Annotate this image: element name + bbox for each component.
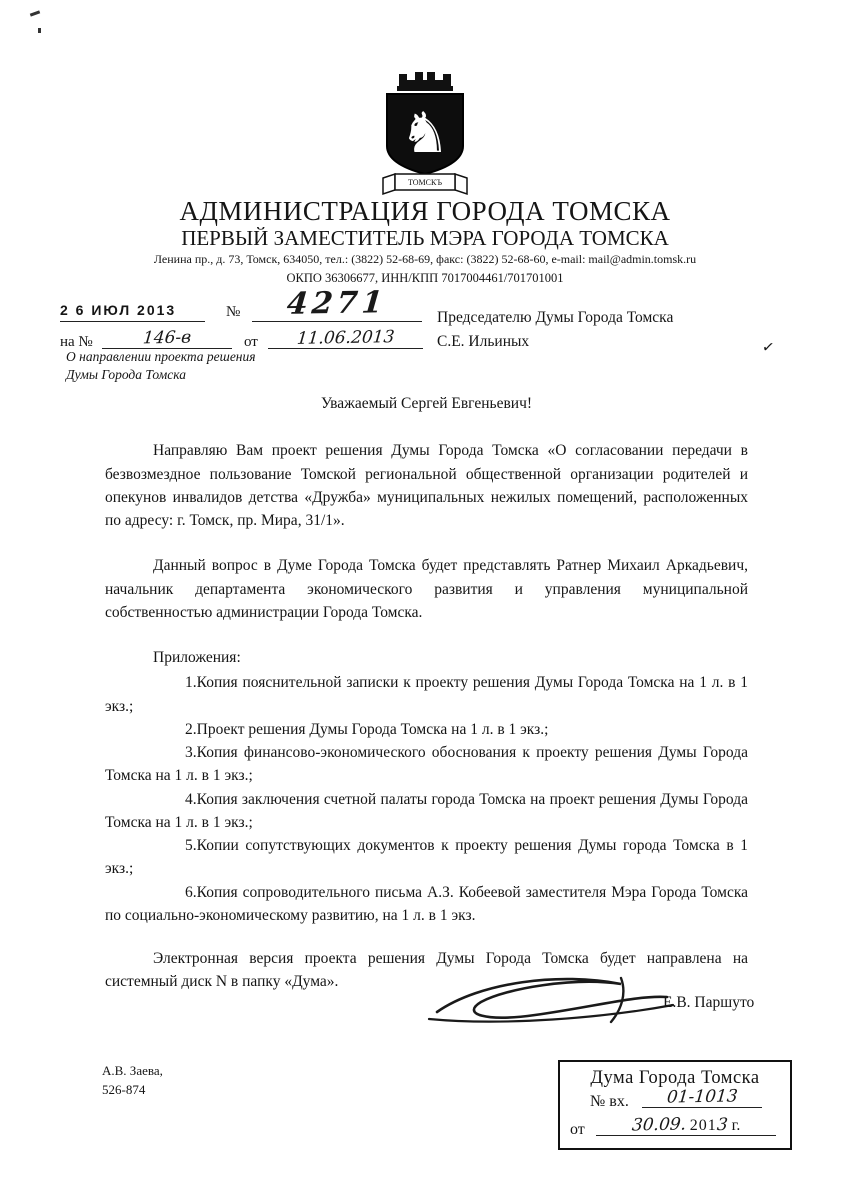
reply-number-field [102, 328, 232, 349]
attachment-item [105, 671, 748, 718]
stamp-date-label: от [570, 1121, 585, 1138]
outgoing-number-field [252, 286, 422, 322]
contact-line: Ленина пр., д. 73, Томск, 634050, тел.: (3822) 52-68-69, факс: (3822) 52-68-60, e-mail: mail@admin.tomsk.ru [153, 252, 697, 266]
svg-text:ТОМСКЪ: ТОМСКЪ [408, 178, 442, 187]
paragraph: Направляю Вам проект решения Думы Города Томска «О согласовании передачи в безвозмездное пользование Томской региональной общественной организации родителей и опекунов инвалидов детства «Дружба» муниципальных нежилых помещений, расположенных по адресу: г. Томск, пр. Мира, 31/1». [105, 442, 748, 529]
stamp-year-suffix: г. [731, 1117, 741, 1134]
attachment-item [105, 881, 748, 928]
attachment-number: 1. [185, 674, 197, 692]
organization-title: АДМИНИСТРАЦИЯ ГОРОДА ТОМСКА [179, 196, 671, 226]
subject-line-2: Думы Города Томска [66, 367, 186, 383]
subject-annotation [66, 348, 366, 384]
registry-codes: ОКПО 36306677, ИНН/КПП 7017004461/701701001 [286, 271, 564, 285]
salutation: Уважаемый Сергей Евгеньевич! [320, 395, 533, 412]
attachment-number: 6. [185, 883, 197, 901]
paragraph: Электронная версия проекта решения Думы Города Томска будет направлена на системный диск N в папку «Дума». [105, 950, 748, 991]
executor-name: А.В. Заева, [102, 1063, 163, 1078]
attachment-text: Копия финансово-экономического обоснования к проекту решения Думы Города Томска на 1 л. в 1 экз.; [105, 744, 748, 785]
stamp-title: Дума Города Томска [590, 1068, 760, 1088]
stamp-incoming-number-handwritten: 01-1013 [665, 1086, 739, 1108]
attachment-number: 5. [185, 837, 197, 854]
scan-artifact [38, 28, 41, 33]
attachment-item [105, 718, 748, 741]
horse-icon: ♞ [399, 101, 451, 166]
attachment-text: Копии сопутствующих документов к проекту решения Думы города Томска в 1 экз.; [105, 837, 748, 878]
attachment-text: Копия сопроводительного письма А.З. Кобеевой заместителя Мэра Города Томска по социально-экономическому развитию, на 1 л. в 1 экз. [105, 883, 748, 924]
attachment-item [105, 834, 748, 881]
attachment-item [105, 741, 748, 788]
letter-body [105, 392, 748, 994]
executor-phone: 526-874 [102, 1081, 146, 1097]
outgoing-number-handwritten: 4271 [285, 285, 389, 322]
attachments-label: Приложения: [153, 649, 241, 666]
recipient-block [437, 306, 767, 354]
paragraph: Данный вопрос в Думе Города Томска будет представлять Ратнер Михаил Аркадьевич, начальник департамента экономического развития и управления муниципальной собственностью администрации Города Томска. [105, 557, 748, 621]
handwritten-signature [425, 968, 675, 1037]
date-stamp: 2 6 ИЮЛ 2013 [60, 302, 205, 322]
reply-date-field [268, 328, 423, 349]
reference-block [60, 285, 425, 354]
stamp-year-printed: 201 [689, 1117, 717, 1134]
stamp-incoming-number-field [642, 1087, 762, 1108]
reply-to-label: на № [60, 334, 93, 350]
incoming-registration-stamp [558, 1060, 792, 1150]
stamp-year-handwritten: 3 [715, 1114, 729, 1136]
crown-icon [397, 72, 453, 91]
reply-number-handwritten: 146-в [142, 327, 192, 349]
executor-block [102, 1062, 163, 1100]
attachment-text: Проект решения Думы Города Томска на 1 л. в 1 экз.; [196, 720, 549, 738]
attachment-text: Копия пояснительной записки к проекту решения Думы Города Томска на 1 л. в 1 экз.; [105, 674, 748, 715]
reply-date-label: от [244, 334, 258, 350]
signer-name: Е.В. Паршуто [663, 994, 755, 1011]
recipient-name: С.Е. Ильиных [437, 333, 530, 351]
attachment-number: 2. [185, 720, 197, 738]
attachment-item [105, 788, 748, 835]
attachment-number: 4. [185, 790, 197, 808]
number-label: № [226, 304, 241, 320]
stamp-date-field [596, 1115, 776, 1136]
ribbon-banner [383, 174, 467, 194]
attachment-number: 3. [185, 744, 197, 761]
stamp-incoming-label: № вх. [590, 1093, 629, 1110]
reply-date-handwritten: 11.06.2013 [295, 327, 396, 349]
organization-subtitle: ПЕРВЫЙ ЗАМЕСТИТЕЛЬ МЭРА ГОРОДА ТОМСКА [181, 226, 669, 250]
scan-artifact [30, 10, 40, 16]
stamp-date-handwritten: 30.09. [630, 1114, 687, 1136]
subject-line-1: О направлении проекта решения [66, 349, 256, 364]
pen-checkmark: ✓ [760, 337, 776, 357]
recipient-position: Председателю Думы Города Томска [437, 309, 674, 326]
attachment-text: Копия заключения счетной палаты города Томска на проект решения Думы Города Томска на 1 л. в 1 экз.; [105, 790, 748, 831]
tomsk-coat-of-arms [365, 66, 485, 198]
